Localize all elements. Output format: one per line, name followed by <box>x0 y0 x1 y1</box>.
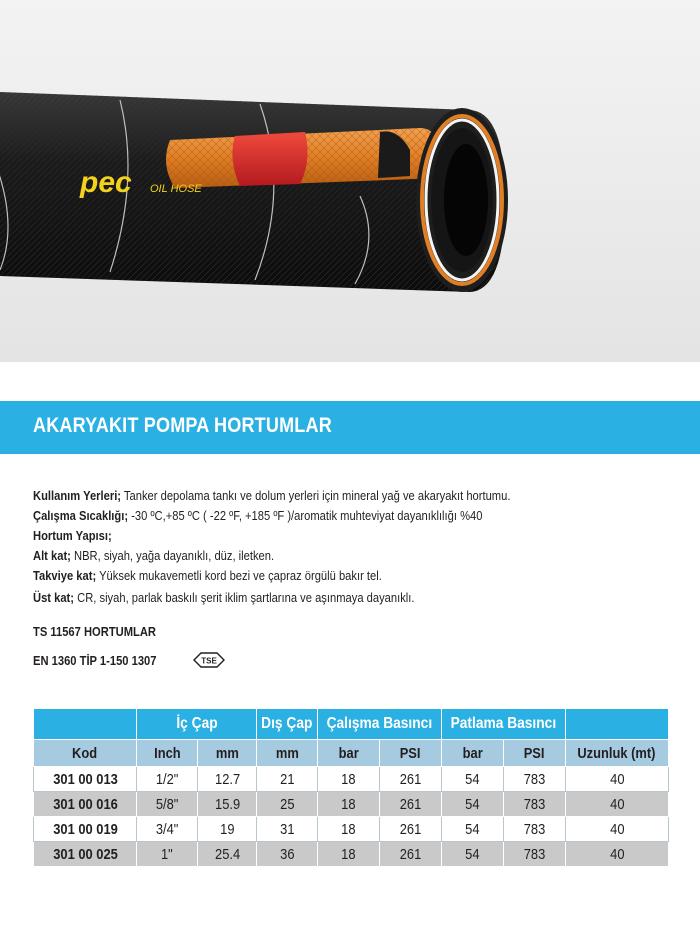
length-cell: 40 <box>565 767 668 792</box>
structure-label: Hortum Yapısı; <box>33 528 112 543</box>
spec-table <box>33 708 669 867</box>
outer-layer-text: CR, siyah, parlak baskılı şerit iklim şartlarına ve aşınmaya dayanıklı. <box>74 590 415 605</box>
wp-psi-cell: 261 <box>379 842 441 867</box>
group-header-row <box>34 709 669 740</box>
od-mm-cell: 36 <box>257 842 318 867</box>
id-mm-cell: 15.9 <box>198 792 257 817</box>
standard-en: EN 1360 TİP 1-150 1307 <box>33 653 157 668</box>
wp-psi-header: PSI <box>379 740 441 767</box>
table-row <box>34 792 669 817</box>
hose-illustration <box>0 0 700 362</box>
length-cell: 40 <box>565 842 668 867</box>
inch-header: Inch <box>137 740 198 767</box>
wp-bar-cell: 18 <box>317 842 379 867</box>
bp-bar-header: bar <box>441 740 503 767</box>
page-title: AKARYAKIT POMPA HORTUMLAR <box>33 414 332 437</box>
outer-layer-label: Üst kat; <box>33 590 75 605</box>
wp-bar-cell: 18 <box>317 817 379 842</box>
inner-layer-label: Alt kat; <box>33 548 71 563</box>
od-mm-cell: 21 <box>257 767 318 792</box>
bp-bar-cell: 54 <box>441 792 503 817</box>
sub-header-row <box>34 740 669 767</box>
id-mm-cell: 25.4 <box>198 842 257 867</box>
usage-text: Tanker depolama tankı ve dolum yerleri için mineral yağ ve akaryakıt hortumu. <box>121 488 511 503</box>
id-mm-cell: 19 <box>198 817 257 842</box>
outer-layer-line <box>33 588 583 608</box>
bp-bar-cell: 54 <box>441 767 503 792</box>
code-cell: 301 00 013 <box>34 767 137 792</box>
reinforcement-text: Yüksek mukavemetli kord bezi ve çapraz örgülü bakır tel. <box>96 568 382 583</box>
standard-ts: TS 11567 HORTUMLAR <box>33 624 157 639</box>
burst-pressure-header: Patlama Basıncı <box>441 709 565 740</box>
bp-psi-cell: 783 <box>503 792 565 817</box>
id-mm-header: mm <box>198 740 257 767</box>
outer-diameter-header: Dış Çap <box>257 709 318 740</box>
title-bar <box>0 401 700 454</box>
wp-bar-cell: 18 <box>317 767 379 792</box>
bp-psi-cell: 783 <box>503 767 565 792</box>
wp-bar-cell: 18 <box>317 792 379 817</box>
od-mm-cell: 31 <box>257 817 318 842</box>
oil-hose-tagline: OIL HOSE <box>150 183 202 195</box>
svg-text:TSE: TSE <box>201 656 217 666</box>
table-row <box>34 817 669 842</box>
tse-logo-icon <box>190 650 228 670</box>
pec-logo: pec <box>80 166 132 199</box>
wp-psi-cell: 261 <box>379 817 441 842</box>
length-cell: 40 <box>565 792 668 817</box>
temperature-text: -30 ºC,+85 ºC ( -22 ºF, +185 ºF )/aromatik muhteviyat dayanıklılığı %40 <box>128 508 483 523</box>
code-cell: 301 00 025 <box>34 842 137 867</box>
bp-psi-cell: 783 <box>503 817 565 842</box>
code-header: Kod <box>34 740 137 767</box>
inch-cell: 1/2" <box>137 767 198 792</box>
od-mm-header: mm <box>257 740 318 767</box>
usage-line <box>33 486 583 506</box>
inner-layer-text: NBR, siyah, yağa dayanıklı, düz, iletken. <box>70 548 275 563</box>
id-mm-cell: 12.7 <box>198 767 257 792</box>
code-cell: 301 00 019 <box>34 817 137 842</box>
bp-psi-cell: 783 <box>503 842 565 867</box>
wp-psi-cell: 261 <box>379 792 441 817</box>
length-header: Uzunluk (mt) <box>565 740 668 767</box>
bp-bar-cell: 54 <box>441 817 503 842</box>
temperature-label: Çalışma Sıcaklığı; <box>33 508 129 523</box>
bp-bar-cell: 54 <box>441 842 503 867</box>
working-pressure-header: Çalışma Basıncı <box>317 709 441 740</box>
table-row <box>34 767 669 792</box>
inch-cell: 1" <box>137 842 198 867</box>
table-row <box>34 842 669 867</box>
hero-image <box>0 0 700 362</box>
inner-layer-line <box>33 546 583 566</box>
inch-cell: 5/8" <box>137 792 198 817</box>
code-cell: 301 00 016 <box>34 792 137 817</box>
blank-header-cell <box>565 709 668 740</box>
product-info <box>33 486 673 608</box>
reinforcement-line <box>33 566 583 586</box>
inner-diameter-header: İç Çap <box>137 709 257 740</box>
length-cell: 40 <box>565 817 668 842</box>
reinforcement-label: Takviye kat; <box>33 568 97 583</box>
usage-label: Kullanım Yerleri; <box>33 488 122 503</box>
structure-line <box>33 526 583 546</box>
wp-bar-header: bar <box>317 740 379 767</box>
od-mm-cell: 25 <box>257 792 318 817</box>
temperature-line <box>33 506 583 526</box>
blank-header-cell <box>34 709 137 740</box>
wp-psi-cell: 261 <box>379 767 441 792</box>
bp-psi-header: PSI <box>503 740 565 767</box>
inch-cell: 3/4" <box>137 817 198 842</box>
